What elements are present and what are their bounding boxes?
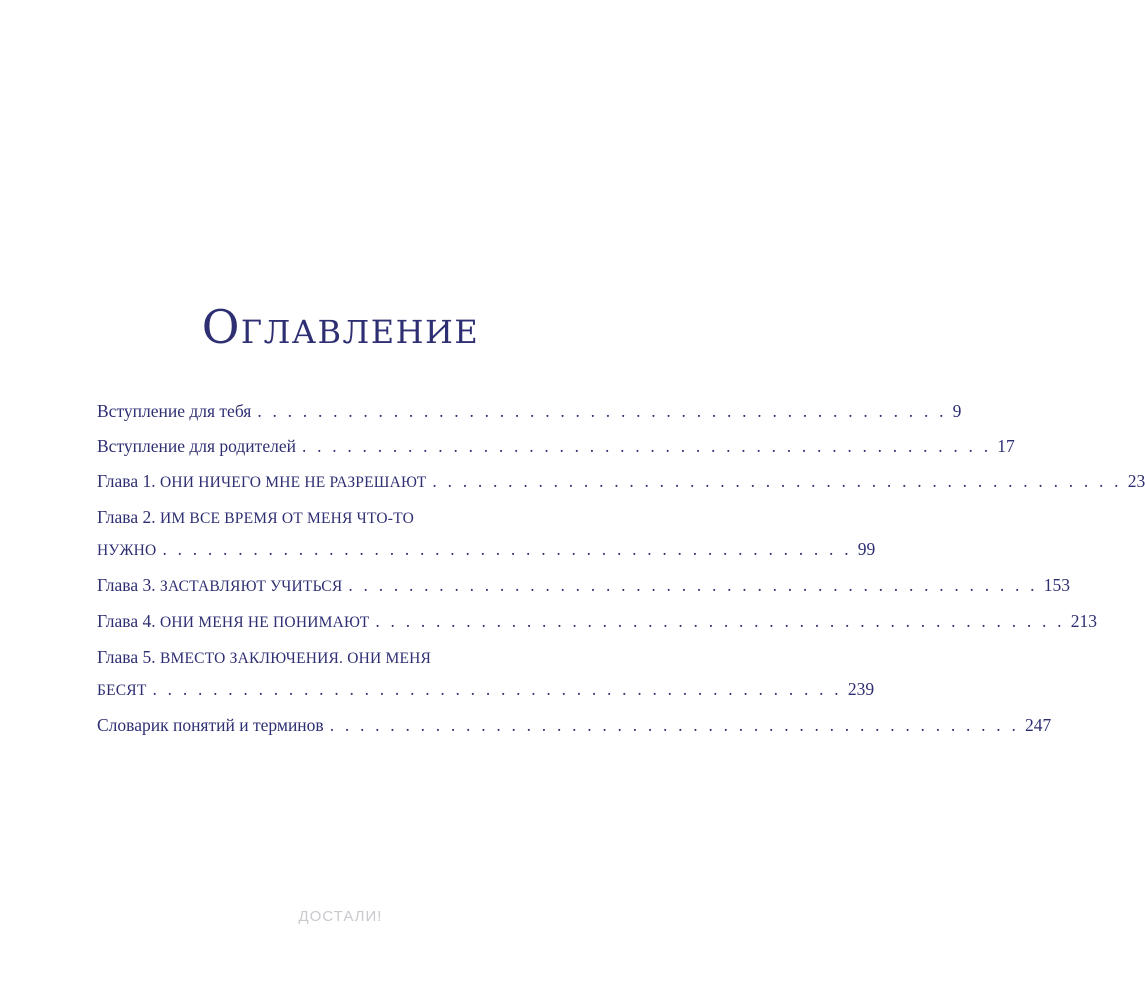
dot-leader: . . . . . . . . . . . . . . . . . . . . . . . . . . . . . . . . . . . . . . . . . . . . . . [152, 679, 842, 699]
toc-entry-page: 153 [1043, 575, 1070, 595]
toc-entry-caption: ОНИ МЕНЯ НЕ ПОНИМАЮТ [159, 614, 370, 631]
toc-entry-label: Вступление для тебя [97, 401, 252, 421]
table-of-contents [97, 396, 1145, 745]
toc-entry-caption-continued: НУЖНО [97, 542, 157, 559]
dot-leader: . . . . . . . . . . . . . . . . . . . . . . . . . . . . . . . . . . . . . . . . . . . . . . [375, 611, 1065, 631]
toc-entry-label: Глава 5. [97, 647, 160, 667]
toc-entry-chapter-1[interactable] [97, 466, 1145, 498]
toc-entry-label: Глава 1. [97, 471, 160, 491]
toc-entry-page: 17 [997, 436, 1015, 456]
toc-entry-label: Вступление для родителей [97, 436, 296, 456]
dot-leader: . . . . . . . . . . . . . . . . . . . . . . . . . . . . . . . . . . . . . . . . . . . . . . [329, 715, 1020, 735]
toc-entry-intro-parents[interactable] [97, 431, 1015, 462]
toc-entry-caption: ЗАСТАВЛЯЮТ УЧИТЬСЯ [159, 578, 343, 595]
running-footer: ДОСТАЛИ! [298, 908, 383, 925]
dot-leader: . . . . . . . . . . . . . . . . . . . . . . . . . . . . . . . . . . . . . . . . . . . . . . [348, 575, 1038, 595]
toc-entry-page: 213 [1070, 611, 1097, 631]
toc-entry-page: 239 [847, 679, 875, 699]
toc-entry-caption: ИМ ВСЕ ВРЕМЯ ОТ МЕНЯ ЧТО-ТО [159, 510, 415, 527]
toc-entry-page: 99 [857, 539, 876, 559]
toc-entry-page: 247 [1025, 715, 1052, 735]
toc-entry-chapter-5[interactable] [97, 642, 875, 706]
toc-entry-page: 23 [1127, 471, 1145, 491]
toc-entry-label: Глава 4. [97, 611, 160, 631]
toc-entry-intro-you[interactable] [97, 396, 962, 427]
dot-leader: . . . . . . . . . . . . . . . . . . . . . . . . . . . . . . . . . . . . . . . . . . . . . . [432, 471, 1122, 491]
toc-entry-chapter-2[interactable] [97, 502, 876, 566]
toc-entry-label: Словарик понятий и терминов [97, 715, 324, 735]
toc-entry-page: 9 [952, 401, 962, 421]
toc-entry-label: Глава 2. [97, 507, 160, 527]
toc-entry-label: Глава 3. [97, 575, 160, 595]
toc-entry-glossary[interactable] [97, 710, 1052, 741]
toc-entry-caption: ОНИ НИЧЕГО МНЕ НЕ РАЗРЕШАЮТ [159, 474, 427, 491]
toc-entry-chapter-3[interactable] [97, 570, 1070, 602]
dot-leader: . . . . . . . . . . . . . . . . . . . . . . . . . . . . . . . . . . . . . . . . . . . . . . [301, 436, 992, 456]
toc-entry-chapter-4[interactable] [97, 606, 1097, 638]
toc-entry-caption-continued: БЕСЯТ [97, 682, 147, 699]
page-title: Оглавление [201, 300, 480, 354]
dot-leader: . . . . . . . . . . . . . . . . . . . . . . . . . . . . . . . . . . . . . . . . . . . . . . [257, 401, 947, 421]
toc-entry-caption: ВМЕСТО ЗАКЛЮЧЕНИЯ. ОНИ МЕНЯ [159, 650, 432, 667]
dot-leader: . . . . . . . . . . . . . . . . . . . . . . . . . . . . . . . . . . . . . . . . . . . . . . [162, 539, 852, 559]
